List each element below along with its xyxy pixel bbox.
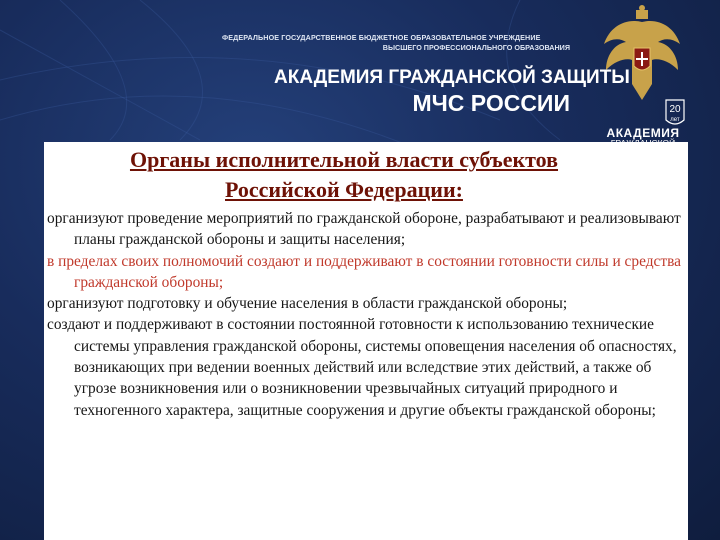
- list-item: организуют подготовку и обучение населения в области гражданской обороны;: [47, 295, 568, 313]
- slide-title: [44, 145, 644, 205]
- list-item: организуют проведение мероприятий по гражданской обороне, разрабатывают и реализовывают планы гражданской обороны и защиты населения;: [47, 210, 681, 249]
- academy-emblem-icon: [596, 4, 688, 132]
- anniversary-word: лет: [670, 117, 680, 123]
- slide-body: [47, 208, 683, 421]
- slide-title-line-1: Органы исполнительной власти субъектов: [129, 147, 559, 172]
- list-item: в пределах своих полномочий создают и поддерживают в состоянии готовности силы и средства гражданской обороны;: [47, 252, 681, 291]
- emblem-caption-academy: АКАДЕМИЯ: [606, 126, 680, 140]
- academy-name: АКАДЕМИЯ ГРАЖДАНСКОЙ ЗАЩИТЫ: [274, 67, 630, 88]
- anniversary-number: 20: [669, 104, 681, 115]
- org-line-1: ФЕДЕРАЛЬНОЕ ГОСУДАРСТВЕННОЕ БЮДЖЕТНОЕ ОБРАЗОВАТЕЛЬНОЕ УЧРЕЖДЕНИЕ: [222, 33, 541, 42]
- list-item: создают и поддерживают в состоянии постоянной готовности к использованию технические системы управления гражданской обороны, системы оповещения населения об опасностях, возникающих при ведении военных действий или вследствие этих действий, а также об угрозе возникновения или о возникновении чрезвычайных ситуаций природного и техногенного характера, защитные сооружения и другие объекты гражданской обороны;: [47, 316, 677, 419]
- mchs-name: МЧС РОССИИ: [412, 90, 570, 116]
- slide-title-line-2: Российской Федерации:: [225, 177, 463, 202]
- org-line-2: ВЫСШЕГО ПРОФЕССИОНАЛЬНОГО ОБРАЗОВАНИЯ: [382, 43, 570, 52]
